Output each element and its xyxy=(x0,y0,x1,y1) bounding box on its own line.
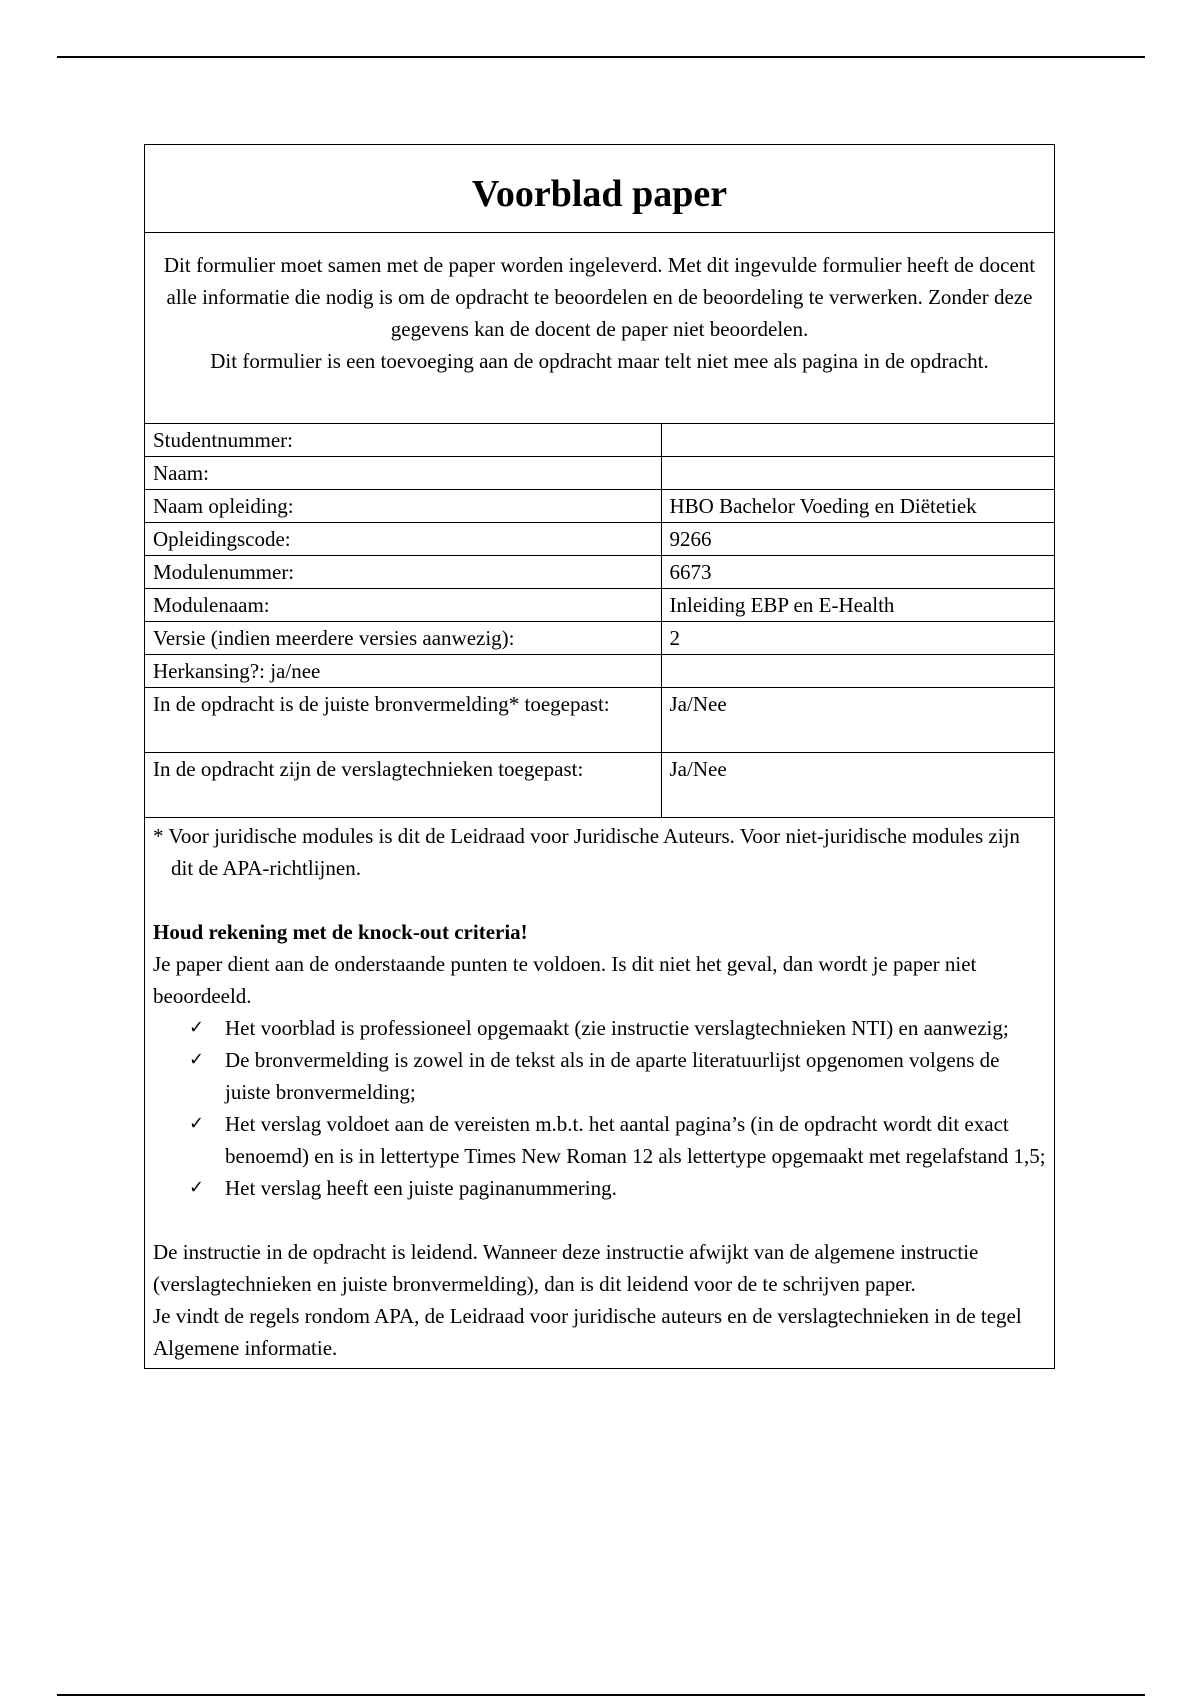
field-value[interactable]: Ja/Nee xyxy=(661,688,1054,753)
page-title: Voorblad paper xyxy=(471,172,728,215)
field-label: Opleidingscode: xyxy=(145,523,661,556)
check-icon: ✓ xyxy=(189,1177,205,1198)
field-value[interactable] xyxy=(661,457,1054,490)
field-label: Herkansing?: ja/nee xyxy=(145,655,661,688)
field-label: Versie (indien meerdere versies aanwezig): xyxy=(145,622,661,655)
field-row xyxy=(145,622,1054,655)
field-row xyxy=(145,753,1054,818)
field-value[interactable]: Ja/Nee xyxy=(661,753,1054,818)
criteria-list xyxy=(153,1012,1046,1204)
field-row xyxy=(145,589,1054,622)
criteria-item: ✓ Het voorblad is professioneel opgemaakt (zie instructie verslagtechnieken NTI) en aanwezig; xyxy=(225,1012,1046,1044)
rules-paragraph: Je vindt de regels rondom APA, de Leidraad voor juridische auteurs en de verslagtechnieken in de tegel Algemene informatie. xyxy=(153,1304,1022,1360)
field-value[interactable] xyxy=(661,655,1054,688)
intro-cell xyxy=(145,233,1054,424)
field-row xyxy=(145,556,1054,589)
field-value[interactable]: 6673 xyxy=(661,556,1054,589)
check-icon: ✓ xyxy=(189,1017,205,1038)
field-row xyxy=(145,490,1054,523)
criteria-item: ✓ Het verslag voldoet aan de vereisten m.b.t. het aantal pagina’s (in de opdracht wordt dit exact benoemd) en is in lettertype Times New Roman 12 als lettertype opgemaakt met regelafstand 1,5; xyxy=(225,1108,1046,1172)
field-value[interactable]: 9266 xyxy=(661,523,1054,556)
check-icon: ✓ xyxy=(189,1113,205,1134)
field-row xyxy=(145,523,1054,556)
field-label: Naam: xyxy=(145,457,661,490)
instruction-paragraph: De instructie in de opdracht is leidend. Wanneer deze instructie afwijkt van de algemene instructie (verslagtechnieken en juiste bronvermelding), dan is dit leidend voor de te schrijven paper. xyxy=(153,1240,979,1296)
intro-paragraph: Dit formulier moet samen met de paper worden ingeleverd. Met dit ingevulde formulier heeft de docent alle informatie die nodig is om de opdracht te beoordelen en de beoordeling te verwerken. Zonder deze gegevens kan de docent de paper niet beoordelen. xyxy=(163,253,1036,341)
field-label: Studentnummer: xyxy=(145,424,661,457)
intro-note: Dit formulier is een toevoeging aan de opdracht maar telt niet mee als pagina in de opdracht. xyxy=(210,349,989,373)
field-label: Naam opleiding: xyxy=(145,490,661,523)
footnote: * Voor juridische modules is dit de Leidraad voor Juridische Auteurs. Voor niet-juridische modules zijn dit de APA-richtlijnen. xyxy=(153,824,1020,880)
field-value[interactable]: 2 xyxy=(661,622,1054,655)
header-rule xyxy=(57,56,1145,58)
knockout-heading: Houd rekening met de knock-out criteria! xyxy=(153,920,528,944)
field-row xyxy=(145,655,1054,688)
criteria-item: ✓ Het verslag heeft een juiste paginanummering. xyxy=(225,1172,1046,1204)
field-value[interactable]: Inleiding EBP en E-Health xyxy=(661,589,1054,622)
notes-cell xyxy=(145,818,1054,1368)
criteria-item: ✓ De bronvermelding is zowel in de tekst als in de aparte literatuurlijst opgenomen volgens de juiste bronvermelding; xyxy=(225,1044,1046,1108)
field-value[interactable]: HBO Bachelor Voeding en Diëtetiek xyxy=(661,490,1054,523)
field-label: In de opdracht zijn de verslagtechnieken toegepast: xyxy=(145,753,661,818)
cover-form xyxy=(144,144,1055,1369)
fields-table xyxy=(145,424,1054,818)
footer-rule xyxy=(57,1694,1145,1696)
field-row xyxy=(145,457,1054,490)
field-label: In de opdracht is de juiste bronvermelding* toegepast: xyxy=(145,688,661,753)
knockout-intro: Je paper dient aan de onderstaande punten te voldoen. Is dit niet het geval, dan wordt je paper niet beoordeeld. xyxy=(153,952,977,1008)
title-cell xyxy=(145,145,1054,233)
field-label: Modulenaam: xyxy=(145,589,661,622)
field-row xyxy=(145,424,1054,457)
field-row xyxy=(145,688,1054,753)
field-value[interactable] xyxy=(661,424,1054,457)
check-icon: ✓ xyxy=(189,1049,205,1070)
field-label: Modulenummer: xyxy=(145,556,661,589)
